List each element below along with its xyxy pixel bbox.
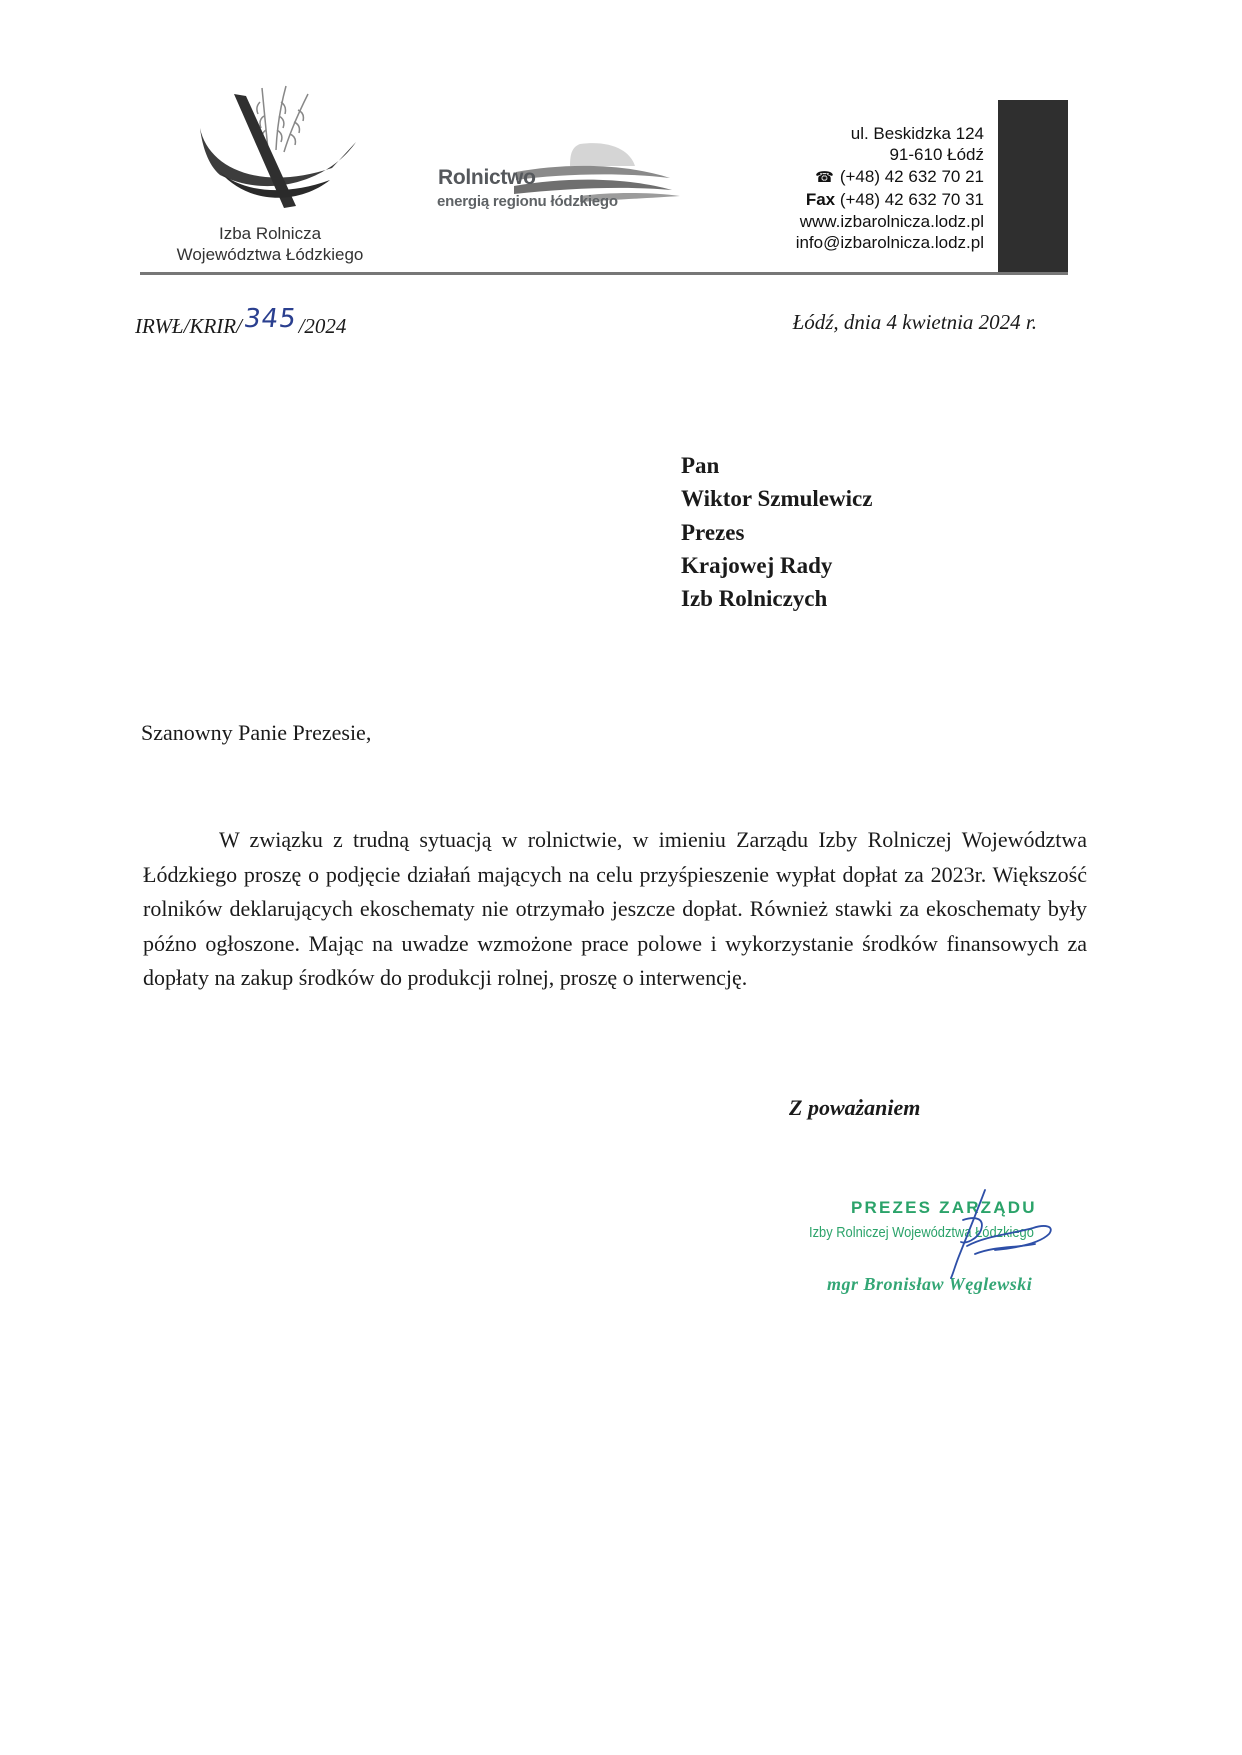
reference-prefix: IRWŁ/KRIR/	[135, 314, 242, 338]
stamp-organization: Izby Rolniczej Województwa Łódzkiego	[809, 1224, 1034, 1241]
addressee-line2: Wiktor Szmulewicz	[681, 486, 873, 511]
stamp-name: mgr Bronisław Węglewski	[827, 1274, 1033, 1294]
closing: Z poważaniem	[789, 1095, 921, 1120]
salutation: Szanowny Panie Prezesie,	[141, 720, 372, 745]
stamp-title: PREZES ZARZĄDU	[851, 1198, 1037, 1217]
date-line: Łódź, dnia 4 kwietnia 2024 r.	[792, 310, 1037, 334]
contact-website[interactable]: www.izbarolnicza.lodz.pl	[799, 212, 984, 231]
phone-icon: ☎	[815, 169, 834, 186]
addressee-line4: Krajowej Rady	[681, 553, 833, 578]
reference-suffix: /2024	[298, 314, 347, 338]
addressee-line1: Pan	[681, 453, 720, 478]
reference-handwritten-number: 345	[241, 304, 299, 334]
addressee-line3: Prezes	[681, 520, 745, 545]
header-accent-bar	[998, 100, 1068, 274]
contact-fax: (+48) 42 632 70 31	[839, 190, 984, 209]
contact-phone: (+48) 42 632 70 21	[839, 167, 984, 186]
org-name-line2: Województwa Łódzkiego	[176, 245, 364, 264]
contact-postal: 91-610 Łódź	[889, 145, 984, 164]
contact-email[interactable]: info@izbarolnicza.lodz.pl	[795, 233, 984, 252]
fax-label: Fax	[805, 190, 836, 209]
org-name-line1: Izba Rolnicza	[218, 224, 322, 243]
contact-street: ul. Beskidzka 124	[850, 124, 984, 143]
handwritten-signature	[915, 1186, 1065, 1281]
izba-rolnicza-logo	[180, 80, 360, 215]
letter-body: W związku z trudną sytuacją w rolnictwie, w imieniu Zarządu Izby Rolniczej Województwa Łódzkiego proszę o podjęcie działań mających na celu przyśpieszenie wypłat dopłat za 2023r. Większość rolników deklarujących ekoschematy nie otrzymało jeszcze dopłat. Również stawki za ekoschematy były późno ogłoszone. Mając na uwadze wzmożone prace polowe i wykorzystanie środków finansowych za dopłaty na zakup środków do produkcji rolnej, proszę o interwencję.	[143, 827, 1087, 991]
reference-number	[135, 304, 347, 340]
contact-fax-row	[806, 190, 984, 210]
campaign-title: Rolnictwo	[438, 166, 536, 189]
addressee-line5: Izb Rolniczych	[681, 586, 828, 611]
header-divider	[140, 272, 1068, 275]
campaign-subtitle: energią regionu łódzkiego	[437, 193, 618, 210]
contact-phone-row	[815, 167, 984, 187]
